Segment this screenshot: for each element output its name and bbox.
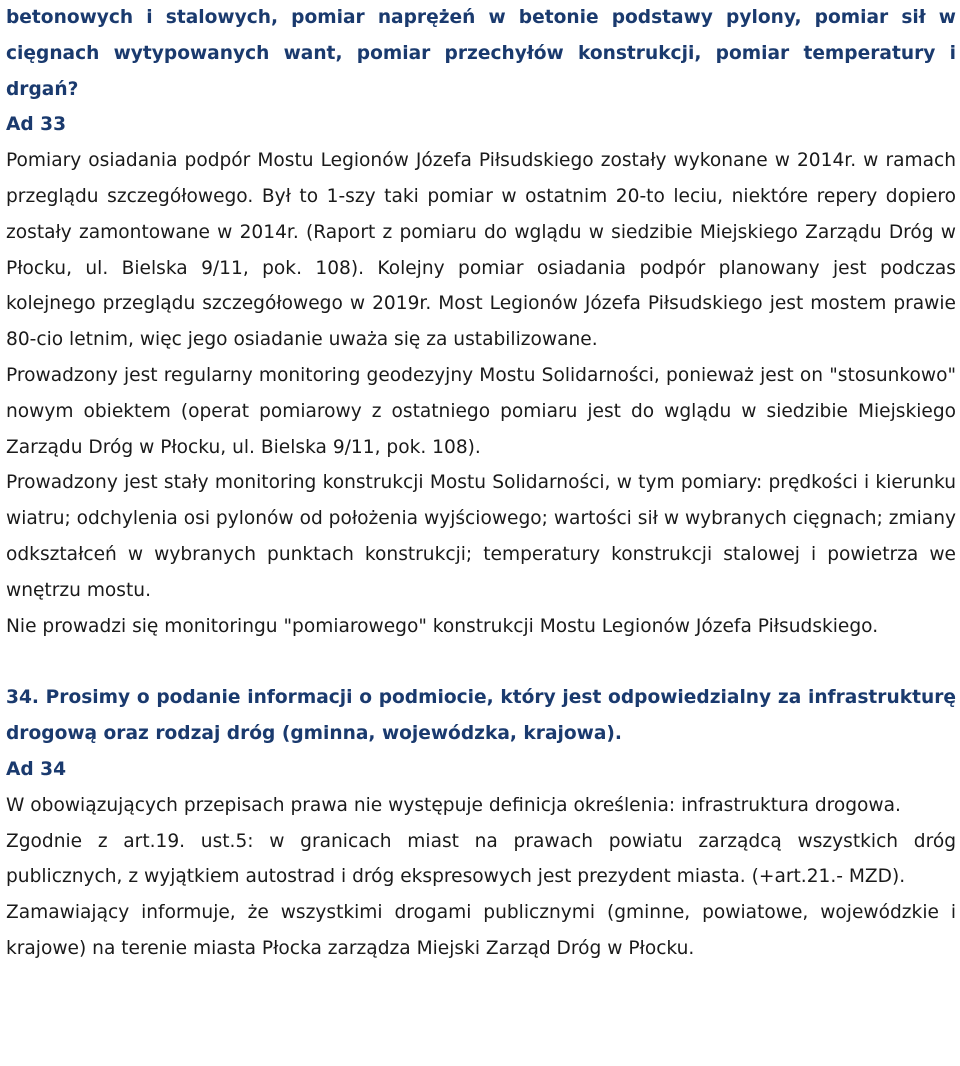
answer-34-paragraph-3: Zamawiający informuje, że wszystkimi drogami publicznymi (gminne, powiatowe, wojewódzkie i krajowe) na terenie miasta Płocka zarządza Miejski Zarząd Dróg w Płocku. <box>6 902 956 959</box>
answer-33-header: Ad 33 <box>6 114 67 136</box>
question-34-number: 34. <box>6 687 39 709</box>
answer-34-header: Ad 34 <box>6 758 67 780</box>
answer-34-paragraph-2: Zgodnie z art.19. ust.5: w granicach miast na prawach powiatu zarządcą wszystkich dróg publicznych, z wyjątkiem autostrad i dróg ekspresowych jest prezydent miasta. (+art.21.- MZD). <box>6 830 956 888</box>
question-34 <box>6 680 956 752</box>
answer-33-paragraph-3: Prowadzony jest stały monitoring konstrukcji Mostu Solidarności, w tym pomiary: prędkości i kierunku wiatru; odchylenia osi pylonów od położenia wyjściowego; wartości sił w wybranych cięgnach; zmiany odkształceń w wybranych punktach konstrukcji; temperatury konstrukcji stalowej i powietrza we wnętrzu mostu. <box>6 472 956 601</box>
answer-34-paragraph-1: W obowiązujących przepisach prawa nie występuje definicja określenia: infrastruktura drogowa. <box>6 794 901 816</box>
section-spacer <box>6 644 956 680</box>
answer-33-paragraph-2: Prowadzony jest regularny monitoring geodezyjny Mostu Solidarności, ponieważ jest on "stosunkowo" nowym obiektem (operat pomiarowy z ostatniego pomiaru jest do wglądu w siedzibie Miejskiego Zarządu Dróg w Płocku, ul. Bielska 9/11, pok. 108). <box>6 364 956 458</box>
answer-33-paragraph-4: Nie prowadzi się monitoringu "pomiarowego" konstrukcji Mostu Legionów Józefa Piłsudskiego. <box>6 615 879 637</box>
answer-33-paragraph-1: Pomiary osiadania podpór Mostu Legionów Józefa Piłsudskiego zostały wykonane w 2014r. w ramach przeglądu szczegółowego. Był to 1-szy taki pomiar w ostatnim 20-to leciu, niektóre repery dopiero zostały zamontowane w 2014r. (Raport z pomiaru do wglądu w siedzibie Miejskiego Zarządu Dróg w Płocku, ul. Bielska 9/11, pok. 108). Kolejny pomiar osiadania podpór planowany jest podczas kolejnego przeglądu szczegółowego w 2019r. Most Legionów Józefa Piłsudskiego jest mostem prawie 80-cio letnim, więc jego osiadanie uważa się za ustabilizowane. <box>6 150 956 351</box>
question-33-continuation: betonowych i stalowych, pomiar naprężeń w betonie podstawy pylony, pomiar sił w cięgnach wytypowanych want, pomiar przechyłów konstrukcji, pomiar temperatury i drgań? <box>6 7 956 100</box>
question-34-text: Prosimy o podanie informacji o podmiocie, który jest odpowiedzialny za infrastrukturę drogową oraz rodzaj dróg (gminna, wojewódzka, krajowa). <box>6 687 956 745</box>
